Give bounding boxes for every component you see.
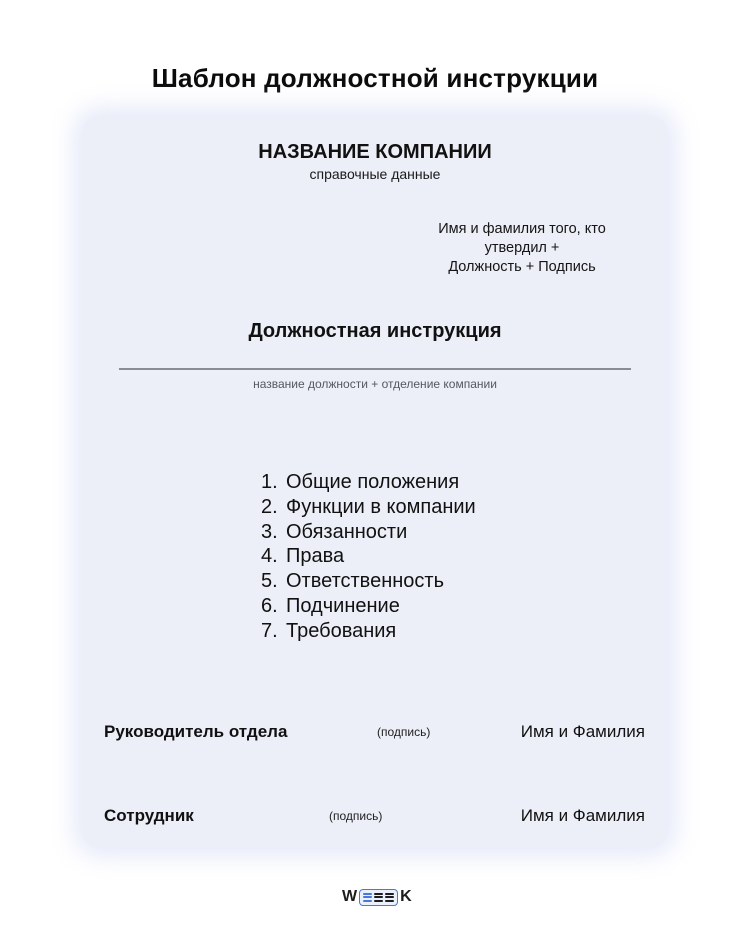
section-label: Функции в компании (286, 495, 476, 518)
document-template-card (82, 116, 668, 848)
section-number: 4. (261, 545, 278, 568)
section-item (261, 470, 476, 495)
signature-row-head (82, 722, 668, 746)
signature-name: Имя и Фамилия (520, 722, 645, 741)
document-title: Должностная инструкция (248, 320, 502, 342)
company-subtitle: справочные данные (309, 166, 441, 182)
position-underline (119, 368, 631, 370)
position-caption: название должности + отделение компании (253, 377, 497, 391)
section-number: 5. (261, 570, 278, 593)
section-number: 1. (261, 471, 278, 493)
logo-letter-k: K (400, 888, 412, 905)
company-name: НАЗВАНИЕ КОМПАНИИ (258, 141, 492, 163)
section-number: 3. (261, 520, 278, 543)
approver-line: Должность + Подпись (448, 259, 596, 275)
section-label: Ответственность (286, 570, 444, 593)
logo-letter-w: W (342, 888, 358, 905)
section-item (261, 544, 476, 569)
page-title: Шаблон должностной инструкции (151, 63, 599, 94)
signature-row-employee (82, 806, 668, 830)
weeek-logo (342, 887, 412, 907)
section-item (261, 619, 476, 644)
signature-label: (подпись) (329, 809, 383, 823)
signature-name: Имя и Фамилия (520, 806, 645, 825)
signature-label: (подпись) (377, 725, 431, 739)
section-label: Обязанности (286, 520, 408, 543)
section-item (261, 569, 476, 594)
section-label: Требования (286, 619, 397, 642)
signature-role: Сотрудник (104, 806, 194, 825)
section-item (261, 520, 476, 545)
section-item (261, 495, 476, 520)
logo-eee-icon (359, 889, 398, 906)
approver-line: утвердил + (484, 240, 560, 256)
section-label: Подчинение (286, 594, 400, 617)
section-number: 2. (261, 495, 278, 518)
section-number: 6. (261, 594, 278, 617)
approver-line: Имя и фамилия того, кто (438, 221, 606, 237)
section-number: 7. (261, 619, 278, 642)
approver-block (414, 220, 630, 277)
sections-list (261, 470, 476, 644)
section-item (261, 594, 476, 619)
section-label: Права (286, 545, 345, 568)
section-label: Общие положения (286, 471, 460, 493)
signature-role: Руководитель отдела (104, 722, 288, 741)
